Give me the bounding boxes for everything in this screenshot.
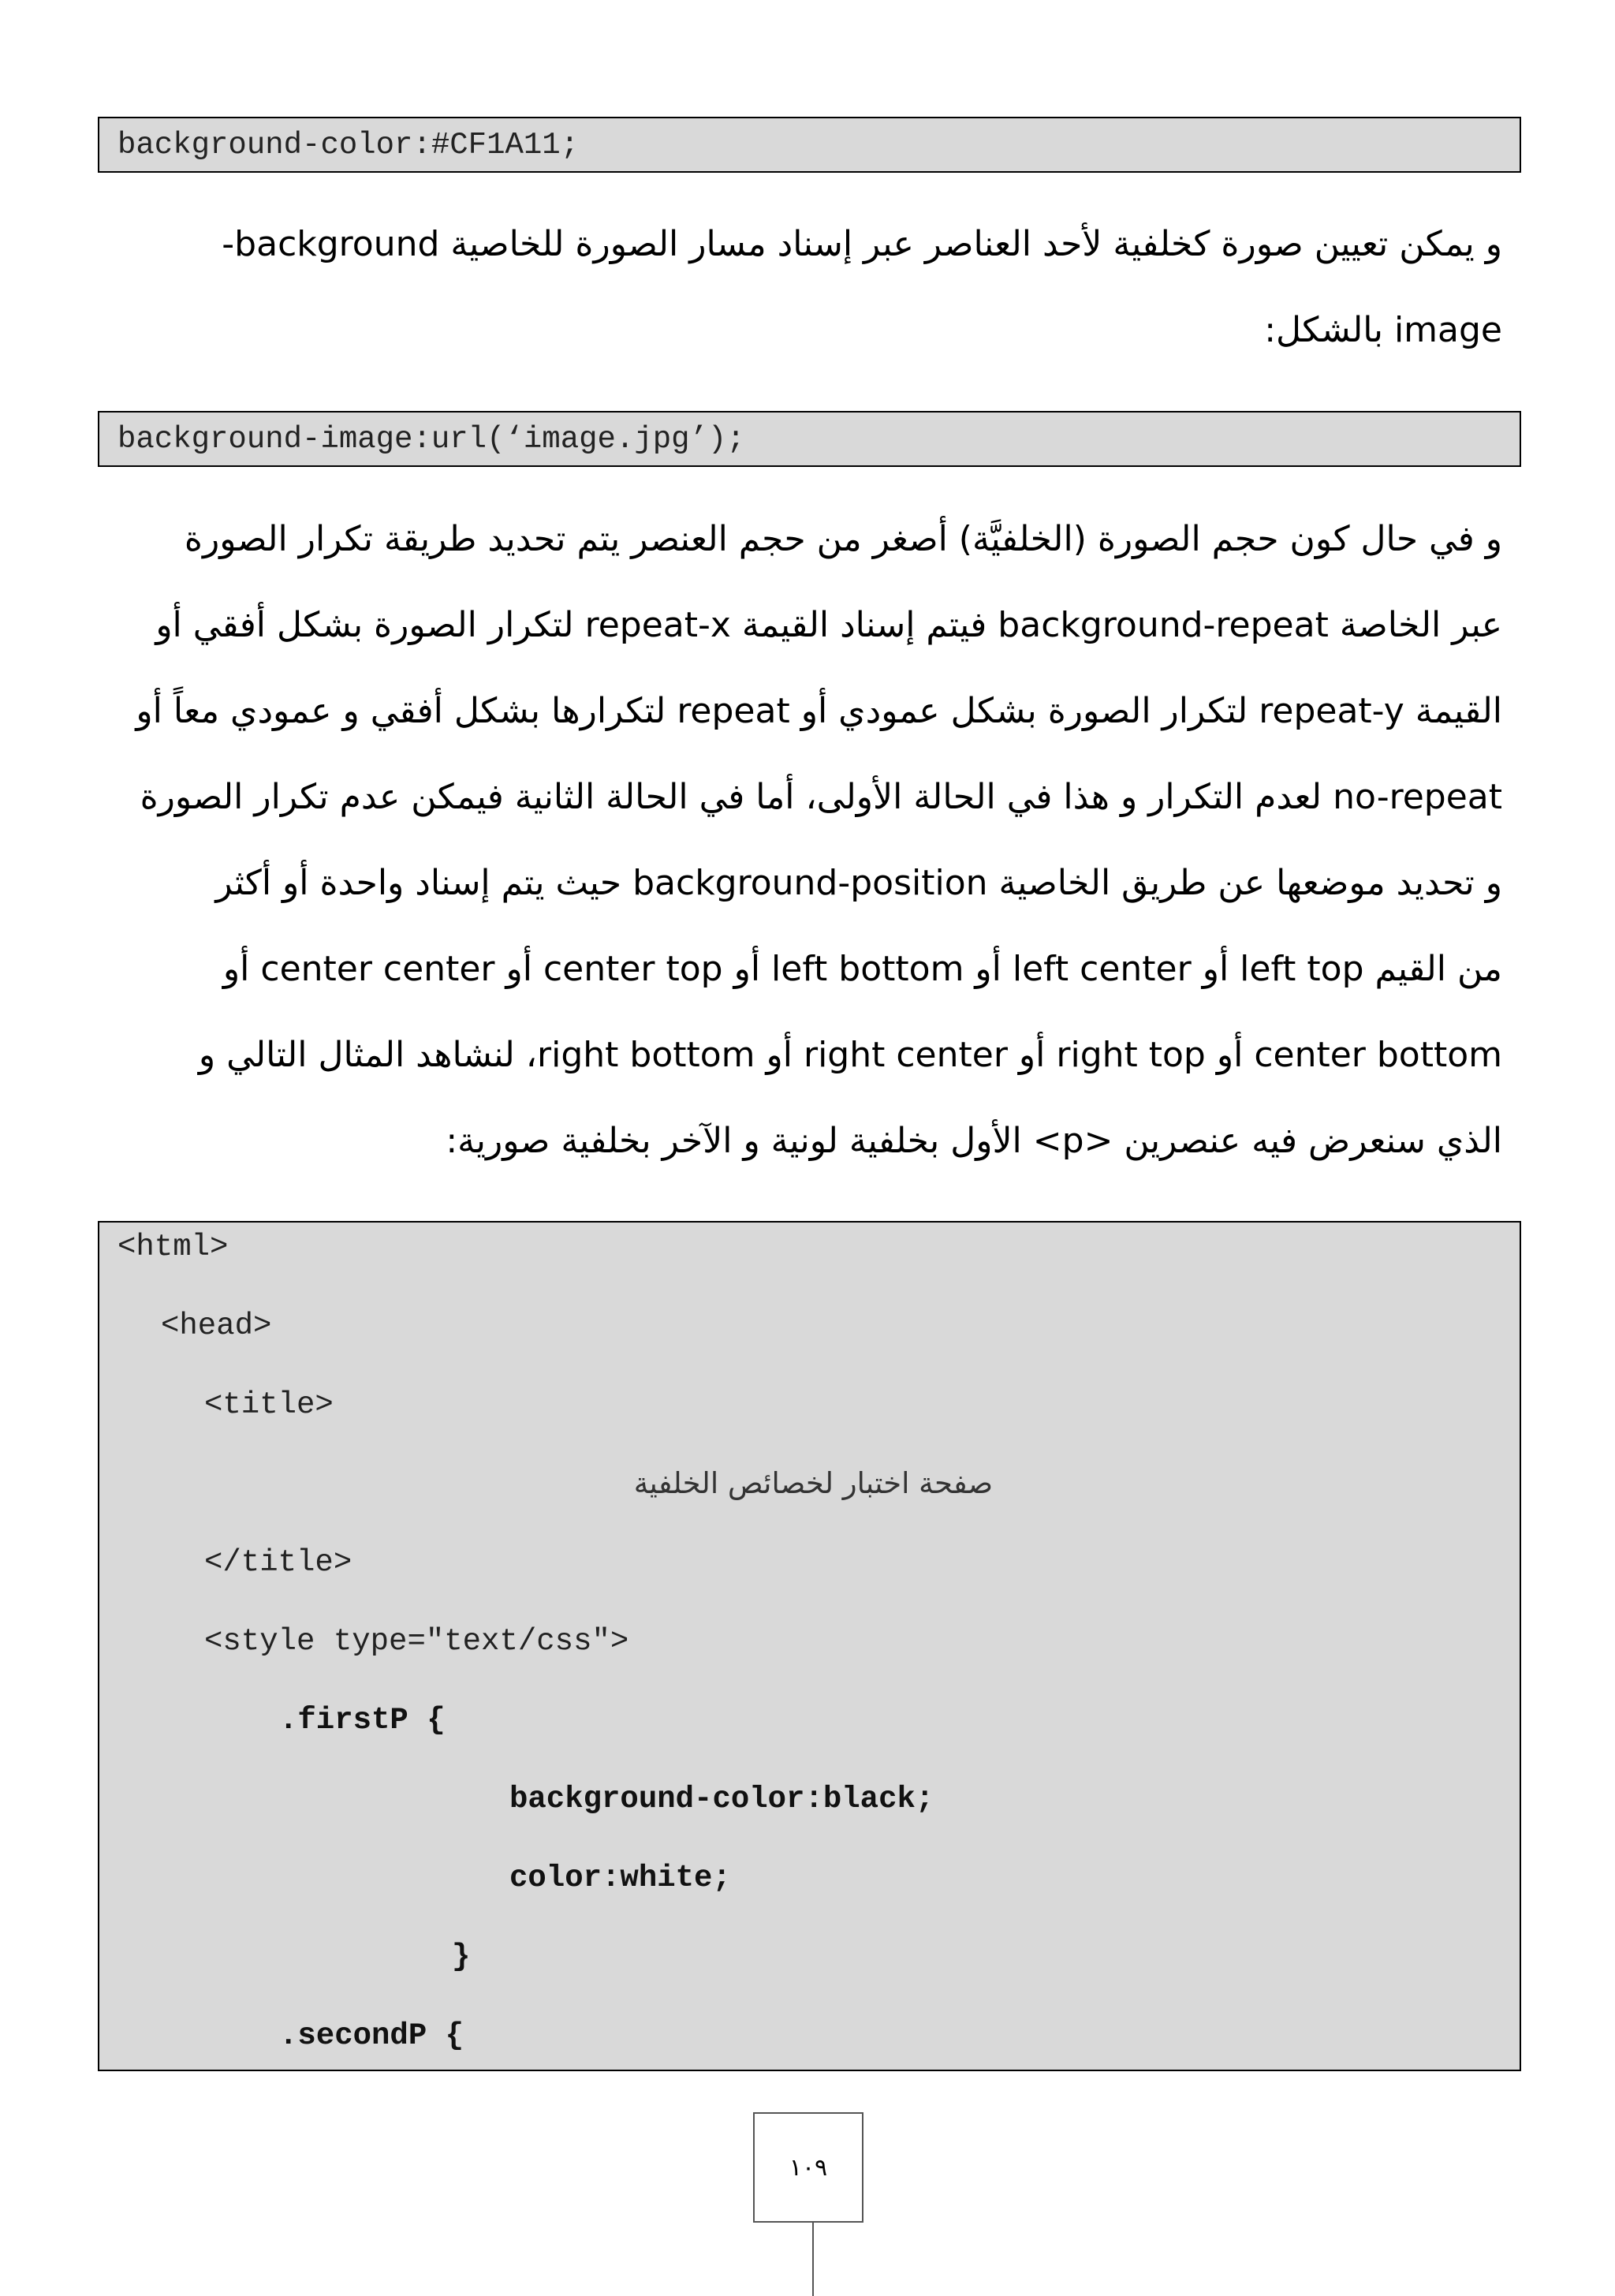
page-number: ١٠٩ <box>789 2153 828 2182</box>
code-line: </title> <box>204 1545 352 1580</box>
code-line: background-image:url(‘image.jpg’); <box>117 422 745 457</box>
text-line: و في حال كون حجم الصورة (الخلفيَّة) أصغر من حجم العنصر يتم تحديد طريقة تكرار الصورة <box>184 519 1502 559</box>
code-box-1 <box>98 117 1521 173</box>
text-line: و يمكن تعيين صورة كخلفية لأحد العناصر عبر إسناد مسار الصورة للخاصية background- <box>222 224 1502 264</box>
code-line: <html> <box>117 1230 229 1264</box>
page-number-box <box>753 2112 863 2223</box>
text-line: center bottom أو right top أو right center أو right bottom، لنشاهد المثال التالي و <box>198 1035 1502 1075</box>
paragraph-2 <box>117 496 1502 1184</box>
code-line: .secondP { <box>279 2018 464 2053</box>
code-line: background-color:#CF1A11; <box>117 128 580 162</box>
code-box-2 <box>98 411 1521 467</box>
code-line: .firstP { <box>279 1703 446 1738</box>
code-line: صفحة اختبار لخصائص الخلفية <box>633 1466 993 1500</box>
code-line: } <box>452 1939 471 1974</box>
code-box-3 <box>98 1221 1521 2071</box>
paragraph-1 <box>117 201 1502 373</box>
page-number-line <box>812 2223 814 2296</box>
text-line: عبر الخاصة background-repeat فيتم إسناد القيمة repeat-x لتكرار الصورة بشكل أفقي أو <box>155 605 1502 645</box>
text-line: من القيم left top أو left center أو left bottom أو center top أو center center أو <box>222 949 1502 989</box>
text-line: و تحديد موضعها عن طريق الخاصية background-position حيث يتم إسناد واحدة أو أكثر <box>215 863 1502 903</box>
text-line: no-repeat لعدم التكرار و هذا في الحالة الأولى، أما في الحالة الثانية فيمكن عدم تكرار الصورة <box>140 777 1502 817</box>
code-line: <style type="text/css"> <box>204 1624 629 1659</box>
text-line: الذي سنعرض فيه عنصرين <p> الأول بخلفية لونية و الآخر بخلفية صورية: <box>446 1121 1502 1161</box>
code-line: <title> <box>204 1387 334 1422</box>
code-line: <head> <box>161 1309 272 1343</box>
text-line: القيمة repeat-y لتكرار الصورة بشكل عمودي أو repeat لتكرارها بشكل أفقي و عمودي معاً أو <box>136 691 1502 731</box>
text-line: image بالشكل: <box>1264 310 1502 350</box>
code-line: color:white; <box>509 1861 731 1895</box>
code-line: background-color:black; <box>509 1782 934 1816</box>
